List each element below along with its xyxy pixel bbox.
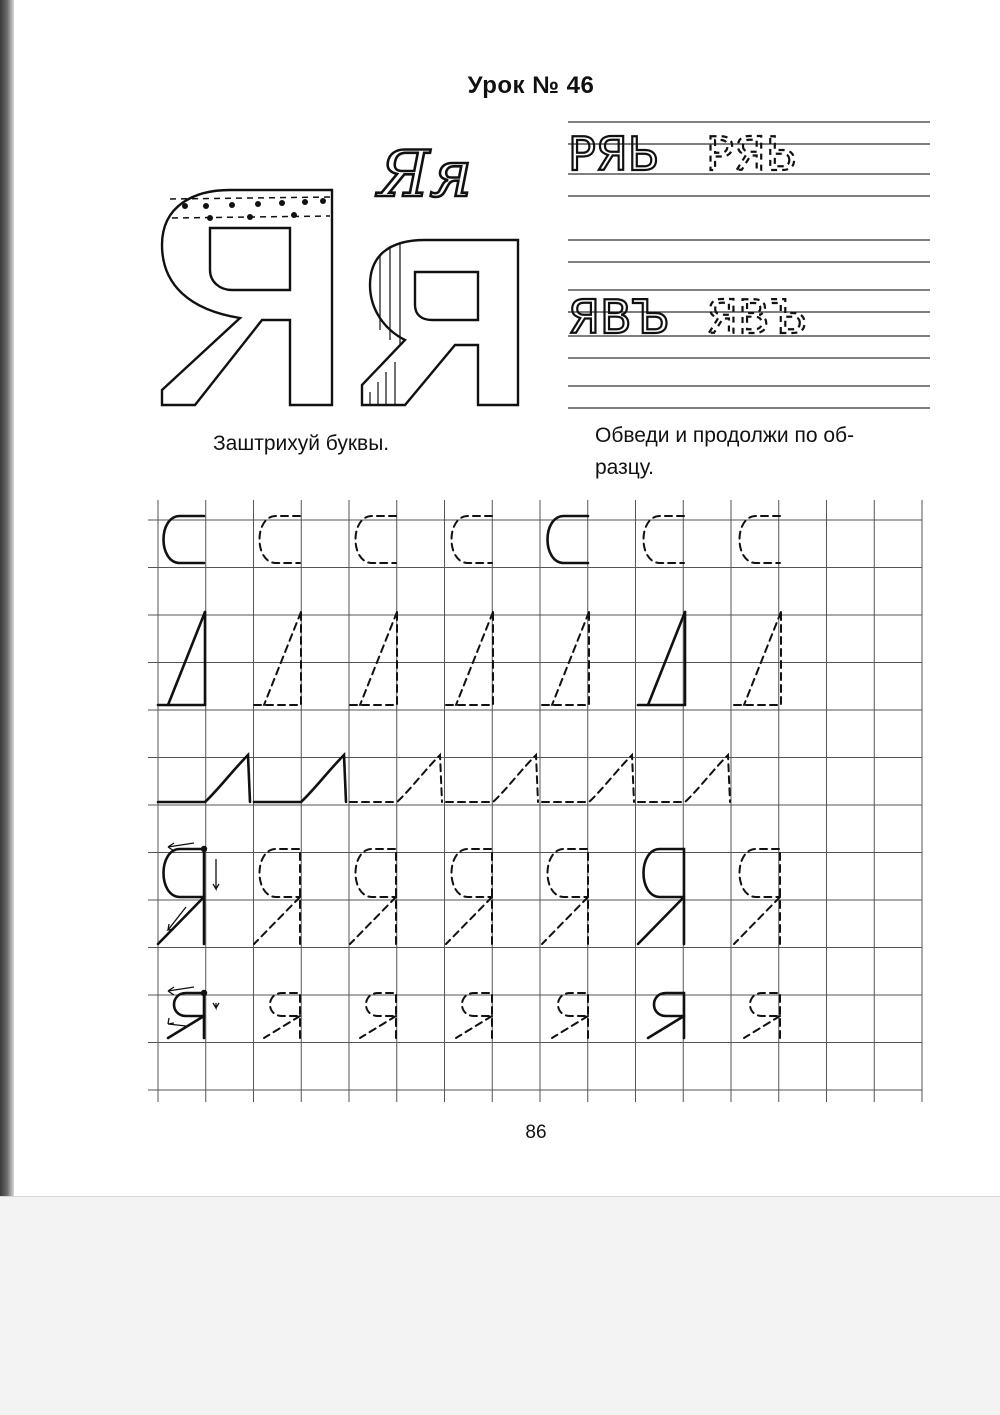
letter-ya-small [744, 1016, 780, 1038]
slant-triangle-stroke [552, 612, 589, 705]
letter-ya-small [558, 993, 588, 1038]
slant-triangle-stroke [638, 612, 685, 705]
letter-ya-big [254, 897, 300, 944]
slant-triangle-stroke [360, 612, 397, 705]
caption-trace-line1: Обведи и продолжи по об- [595, 424, 855, 447]
start-point-dot [201, 990, 207, 996]
arc-stroke [452, 516, 493, 563]
direction-arrow-icon [168, 843, 194, 851]
slant-triangle-stroke [456, 612, 493, 705]
arc-stroke [164, 516, 205, 563]
letter-ya-small [264, 1016, 300, 1038]
letter-ya-big [350, 897, 396, 944]
letter-ya-big [644, 849, 685, 944]
direction-arrow-icon [213, 1003, 219, 1008]
start-point-dot [201, 846, 207, 852]
trace-letters-row2: ЯВЪ [706, 290, 808, 344]
letter-ya-small [270, 993, 300, 1038]
letter-ya-small [366, 993, 396, 1038]
letter-ya-small [360, 1016, 396, 1038]
arc-stroke [548, 516, 589, 563]
letter-ya-small [648, 1016, 684, 1038]
letter-ya-big [158, 897, 204, 944]
arc-stroke [644, 516, 685, 563]
slant-triangle-stroke [350, 612, 397, 705]
slant-triangle-stroke [168, 612, 205, 705]
wave-stroke [542, 755, 634, 802]
letter-ya-small [654, 993, 684, 1038]
letter-ya-big [452, 849, 493, 944]
slant-triangle-stroke [734, 612, 781, 705]
letter-ya-small [750, 993, 780, 1038]
sample-letters-row2: ЯВЪ [568, 290, 670, 344]
wave-stroke [638, 755, 730, 802]
wave-stroke [254, 755, 346, 802]
letter-ya-small [462, 993, 492, 1038]
letter-ya-big [734, 897, 780, 944]
letter-ya-big [548, 849, 589, 944]
trace-letters-row1: РЯЬ [706, 127, 798, 181]
letter-ya-small [456, 1016, 492, 1038]
letter-ya-big [356, 849, 397, 944]
caption-trace-line2: разцу. [595, 456, 655, 479]
letter-ya-big [260, 849, 301, 944]
slant-triangle-stroke [264, 612, 301, 705]
letter-ya-big [638, 897, 684, 944]
direction-arrow-icon [168, 907, 186, 930]
direction-arrow-icon [168, 987, 194, 995]
big-letter-1 [162, 190, 332, 405]
slant-triangle-stroke [254, 612, 301, 705]
slant-triangle-stroke [542, 612, 589, 705]
letter-ya-big [446, 897, 492, 944]
slant-triangle-stroke [744, 612, 781, 705]
sample-letters-row1: РЯЬ [568, 127, 660, 181]
scanner-bed-margin [0, 1196, 1000, 1415]
wave-stroke [446, 755, 538, 802]
slant-triangle-stroke [446, 612, 493, 705]
slant-triangle-stroke [158, 612, 205, 705]
letter-ya-big [740, 849, 781, 944]
wave-stroke [158, 755, 250, 802]
letter-ya-big [164, 849, 205, 944]
arc-stroke [356, 516, 397, 563]
slant-triangle-stroke [648, 612, 685, 705]
caption-shade-letters: Заштрихуй буквы. [213, 432, 390, 455]
page-number: 86 [525, 1122, 547, 1143]
big-letter-2 [362, 240, 518, 405]
letter-ya-small [168, 1016, 204, 1038]
lesson-title: Урок № 46 [467, 72, 595, 99]
letter-ya-small [174, 993, 204, 1038]
wave-stroke [350, 755, 442, 802]
cursive-letters: Яя [378, 138, 473, 212]
arc-stroke [740, 516, 781, 563]
arc-stroke [260, 516, 301, 563]
letter-ya-big [542, 897, 588, 944]
direction-arrow-icon [213, 859, 219, 889]
direction-arrow-icon [168, 1018, 186, 1026]
letter-ya-small [552, 1016, 588, 1038]
scan-shadow-edge [0, 0, 14, 1200]
